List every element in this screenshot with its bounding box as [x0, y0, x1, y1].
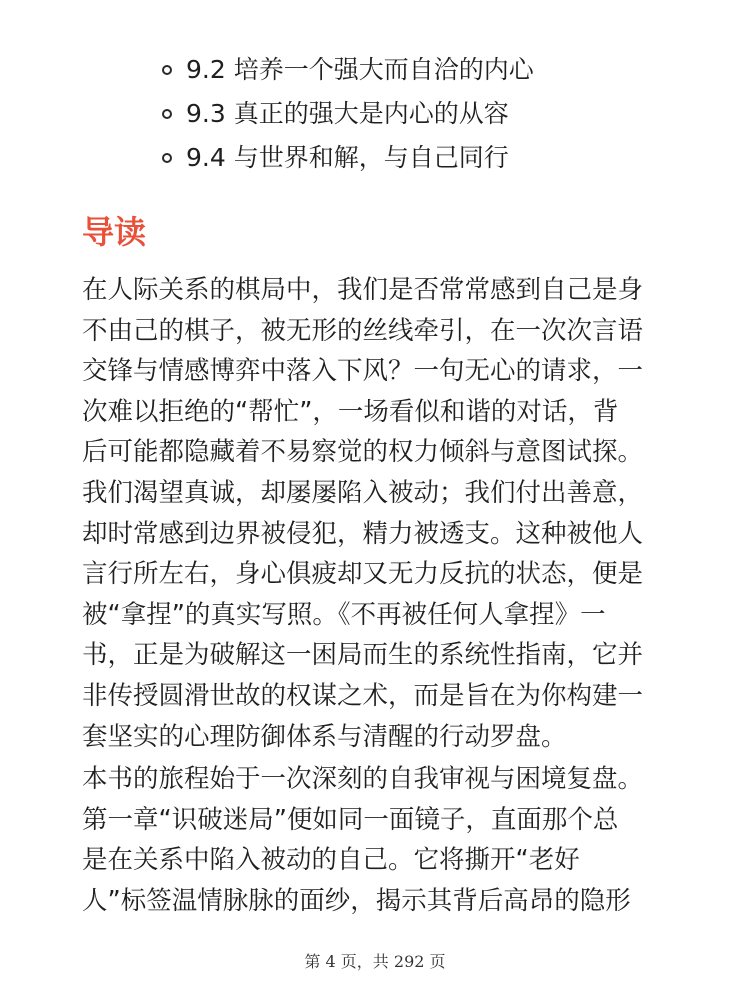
- toc-item-title: 与世界和解，与自己同行: [233, 143, 509, 172]
- toc-item-number: 9.2: [186, 55, 226, 84]
- toc-list: [162, 48, 534, 180]
- hollow-circle-bullet-icon: [162, 153, 172, 163]
- toc-item[interactable]: [162, 136, 534, 180]
- paragraph-line: 交锋与情感博弈中落入下风？一句无心的请求，一: [82, 356, 644, 387]
- toc-item-title: 培养一个强大而自洽的内心: [233, 55, 534, 84]
- toc-item[interactable]: [162, 92, 534, 136]
- paragraph-line: 言行所左右，身心俱疲却又无力反抗的状态，便是: [82, 559, 644, 590]
- paragraph-line: 在人际关系的棋局中，我们是否常常感到自己是身: [82, 275, 644, 305]
- toc-item-title: 真正的强大是内心的从容: [233, 99, 509, 128]
- paragraph-line: 我们渴望真诚，却屡屡陷入被动；我们付出善意，: [82, 477, 644, 508]
- page-number-footer: 第 4 页，共 292 页: [304, 952, 446, 971]
- paragraph-line: 不由己的棋子，被无形的丝线牵引，在一次次言语: [82, 315, 644, 346]
- paragraph-line: 套坚实的心理防御体系与清醒的行动罗盘。: [82, 721, 567, 752]
- paragraph-line: 次难以拒绝的“帮忙”，一场看似和谐的对话，背: [82, 396, 619, 427]
- paragraph-line: 后可能都隐藏着不易察觉的权力倾斜与意图试探。: [82, 437, 644, 468]
- body-paragraph: [82, 759, 643, 921]
- paragraph-line: 却时常感到边界被侵犯，精力被透支。这种被他人: [82, 518, 644, 549]
- paragraph-line: 第一章“识破迷局”便如同一面镜子，直面那个总: [82, 804, 619, 835]
- toc-item[interactable]: [162, 48, 534, 92]
- paragraph-line: 人”标签温情脉脉的面纱，揭示其背后高昂的隐形: [82, 885, 631, 916]
- paragraph-line: 本书的旅程始于一次深刻的自我审视与困境复盘。: [82, 764, 644, 794]
- paragraph-line: 是在关系中陷入被动的自己。它将撕开“老好: [82, 845, 580, 876]
- paragraph-line: 非传授圆滑世故的权谋之术，而是旨在为你构建一: [82, 680, 644, 711]
- body-paragraph: [82, 270, 643, 757]
- toc-item-number: 9.3: [186, 99, 226, 128]
- toc-item-number: 9.4: [186, 143, 226, 172]
- paragraph-line: 书，正是为破解这一困局而生的系统性指南，它并: [82, 640, 644, 671]
- paragraph-line: 被“拿捏”的真实写照。《不再被任何人拿捏》一: [82, 599, 606, 630]
- section-heading: 导读: [82, 213, 147, 251]
- hollow-circle-bullet-icon: [162, 109, 172, 119]
- hollow-circle-bullet-icon: [162, 65, 172, 75]
